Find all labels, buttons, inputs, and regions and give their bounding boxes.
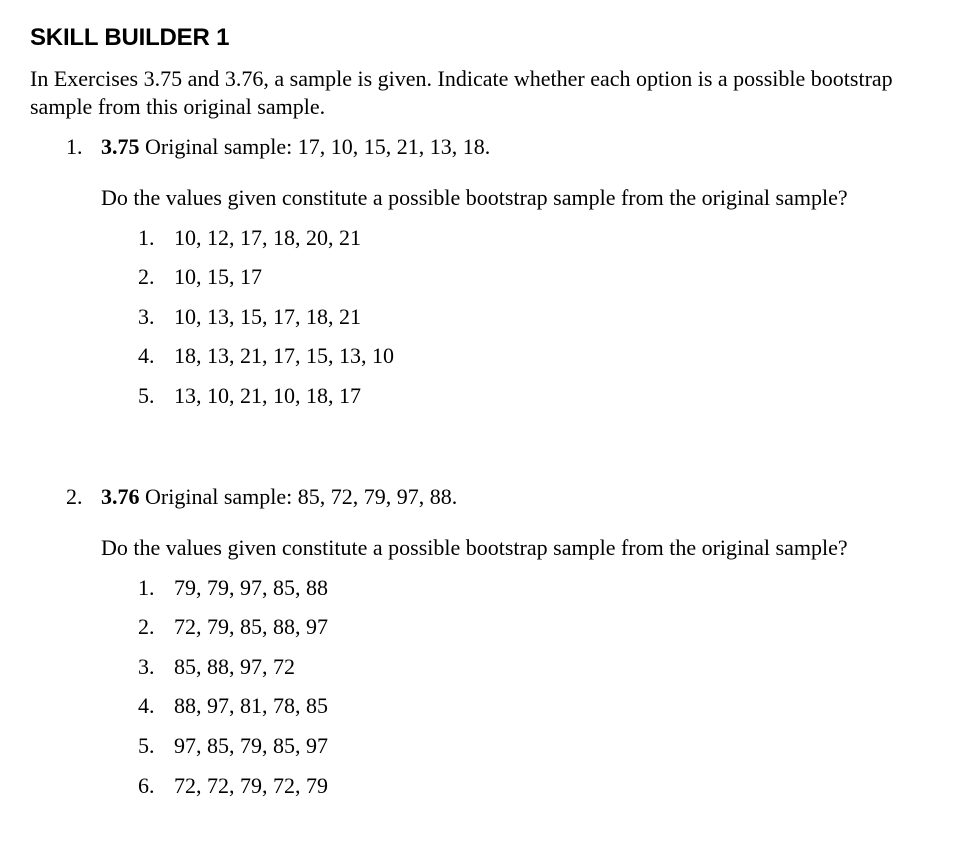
exercise-number: 1. <box>66 134 83 159</box>
option-values: 10, 15, 17 <box>174 264 262 289</box>
option-values: 88, 97, 81, 78, 85 <box>174 693 328 718</box>
option-number: 5. <box>138 383 155 408</box>
option-number: 2. <box>138 264 155 289</box>
option-number: 1. <box>138 575 155 600</box>
option-values: 72, 79, 85, 88, 97 <box>174 614 328 639</box>
option-number: 4. <box>138 693 155 718</box>
option-number: 4. <box>138 343 155 368</box>
option-values: 18, 13, 21, 17, 15, 13, 10 <box>174 343 394 368</box>
option-values: 85, 88, 97, 72 <box>174 654 295 679</box>
exercise-question: Do the values given constitute a possible bootstrap sample from the original sample? <box>101 185 848 210</box>
option-number: 5. <box>138 733 155 758</box>
option-values: 10, 13, 15, 17, 18, 21 <box>174 304 361 329</box>
original-sample: Original sample: 17, 10, 15, 21, 13, 18. <box>145 134 491 159</box>
original-sample: Original sample: 85, 72, 79, 97, 88. <box>145 484 458 509</box>
option-number: 3. <box>138 654 155 679</box>
option-values: 72, 72, 79, 72, 79 <box>174 773 328 798</box>
exercise-heading <box>101 483 457 511</box>
option-values: 97, 85, 79, 85, 97 <box>174 733 328 758</box>
intro-paragraph: In Exercises 3.75 and 3.76, a sample is given. Indicate whether each option is a possible bootstrap sample from this original sample. <box>30 66 893 119</box>
option-values: 13, 10, 21, 10, 18, 17 <box>174 383 361 408</box>
option-number: 2. <box>138 614 155 639</box>
option-number: 3. <box>138 304 155 329</box>
option-number: 1. <box>138 225 155 250</box>
exercise-question: Do the values given constitute a possible bootstrap sample from the original sample? <box>101 535 848 560</box>
page-title: SKILL BUILDER 1 <box>30 24 230 51</box>
exercise-id: 3.75 <box>101 134 140 159</box>
exercise-heading <box>101 133 490 161</box>
option-values: 10, 12, 17, 18, 20, 21 <box>174 225 361 250</box>
option-values: 79, 79, 97, 85, 88 <box>174 575 328 600</box>
exercise-number: 2. <box>66 484 83 509</box>
exercise-id: 3.76 <box>101 484 140 509</box>
option-number: 6. <box>138 773 155 798</box>
